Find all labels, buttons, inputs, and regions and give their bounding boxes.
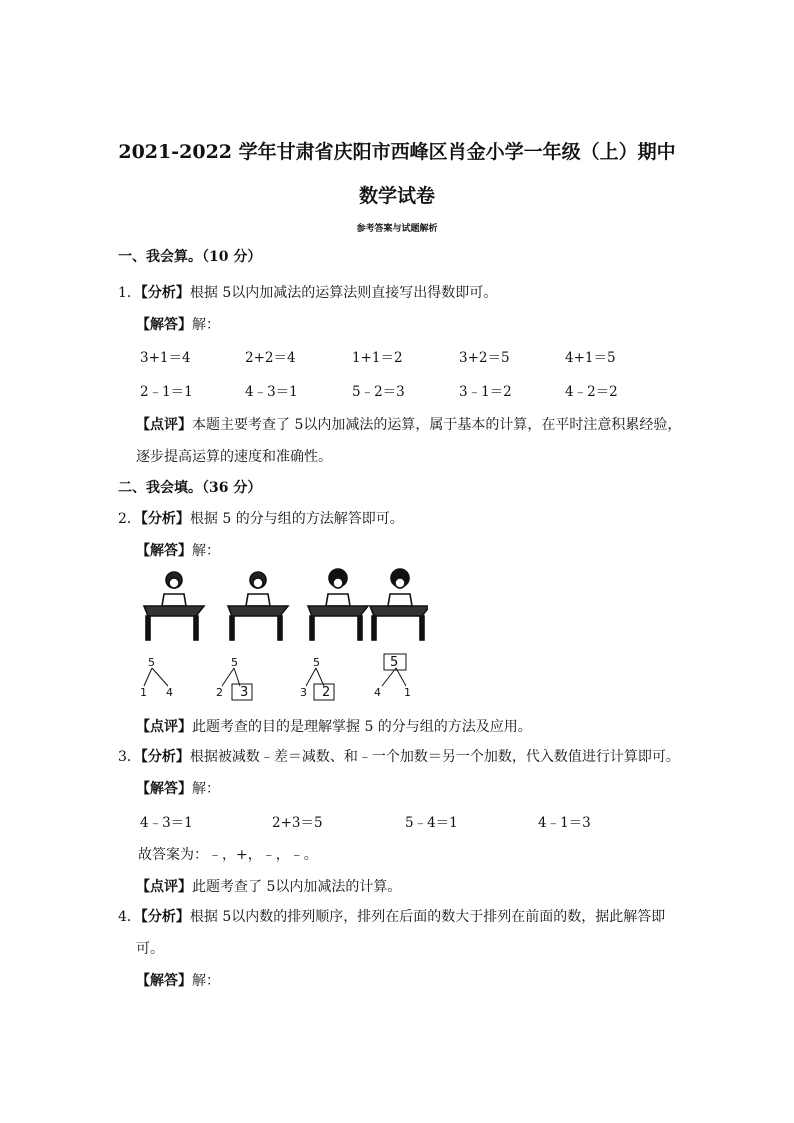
q1-eq-1-5: 4+1＝5 [565, 350, 616, 366]
q1-eq-1-2: 2+2＝4 [245, 350, 296, 366]
q1-comment-line2: 逐步提高运算的速度和准确性。 [136, 449, 332, 465]
q2-answer-text: 解： [192, 543, 220, 559]
q1-eq-1-1: 3+1＝4 [140, 350, 191, 366]
q4-analysis-tag: 【分析】 [140, 909, 190, 925]
tree3-left: 3 [300, 686, 307, 699]
q1-analysis [118, 282, 497, 302]
q2-comment-tag: 【点评】 [136, 719, 192, 735]
q2-comment [136, 716, 532, 736]
q3-answer [136, 778, 220, 798]
q1-eq-2-5: 4﹣2＝2 [565, 384, 618, 400]
q1-answer [136, 314, 220, 334]
q3-comment-text: 此题考查了 5以内加减法的计算。 [192, 879, 402, 895]
q1-analysis-text: 根据 5以内加减法的运算法则直接写出得数即可。 [189, 285, 498, 301]
q1-eq-2-1: 2﹣1＝1 [140, 384, 193, 400]
tree3-top: 5 [313, 656, 320, 669]
tree4-left: 4 [374, 686, 381, 699]
q2-answer-tag: 【解答】 [136, 543, 192, 559]
q4-answer [136, 970, 220, 990]
tree2-left: 2 [216, 686, 223, 699]
q1-number: 1． [118, 285, 141, 301]
q3-eq-1: 4﹣3＝1 [140, 815, 193, 831]
q1-comment-tag: 【点评】 [136, 417, 192, 433]
q4-answer-tag: 【解答】 [136, 973, 192, 989]
q1-eq-2-2: 4﹣3＝1 [245, 384, 298, 400]
section-heading-1: 一、我会算。（10 分） [118, 249, 262, 265]
q3-analysis-tag: 【分析】 [140, 749, 190, 765]
q1-eq-1-4: 3+2＝5 [459, 350, 510, 366]
q4-analysis-line1: 根据 5以内数的排列顺序，排列在后面的数大于排列在前面的数，据此解答即 [189, 909, 666, 925]
q1-eq-1-3: 1+1＝2 [352, 350, 403, 366]
q3-eq-3: 5﹣4＝1 [405, 815, 458, 831]
q3-answer-tag: 【解答】 [136, 781, 192, 797]
q3-eq-4: 4﹣1＝3 [538, 815, 591, 831]
q3-eq-2: 2+3＝5 [272, 815, 323, 831]
q3-analysis-text: 根据被减数﹣差＝减数、和﹣一个加数＝另一个加数，代入数值进行计算即可。 [189, 749, 680, 765]
q2-answer [136, 540, 220, 560]
page-title-line1: 2021-2022 学年甘肃省庆阳市西峰区肖金小学一年级（上）期中 [118, 141, 676, 163]
child-desk-1 [144, 572, 204, 640]
q2-number: 2． [118, 511, 141, 527]
tree2-top: 5 [231, 656, 238, 669]
tree2-right-boxed: 3 [240, 685, 249, 700]
q4-analysis-line2: 可。 [136, 941, 164, 957]
tree4-top-boxed: 5 [390, 655, 399, 670]
q2-analysis-tag: 【分析】 [140, 511, 190, 527]
q1-comment [136, 414, 681, 434]
children-at-desks-illustration [138, 566, 428, 646]
q1-comment-line1: 本题主要考查了 5以内加减法的运算，属于基本的计算，在平时注意积累经验， [192, 417, 682, 433]
q1-answer-text: 解： [192, 317, 220, 333]
q1-eq-2-4: 3﹣1＝2 [459, 384, 512, 400]
tree3-right-boxed: 2 [322, 685, 331, 700]
q3-comment [136, 876, 401, 896]
q2-analysis [118, 508, 404, 528]
q4-answer-text: 解： [192, 973, 220, 989]
q3-analysis [118, 746, 680, 766]
q2-comment-text: 此题考查的目的是理解掌握 5 的分与组的方法及应用。 [192, 719, 532, 735]
child-desk-2 [228, 572, 288, 640]
q3-comment-tag: 【点评】 [136, 879, 192, 895]
page-title-line2: 数学试卷 [358, 185, 435, 207]
q1-analysis-tag: 【分析】 [140, 285, 190, 301]
q4-number: 4． [118, 909, 141, 925]
q1-answer-tag: 【解答】 [136, 317, 192, 333]
section-heading-2: 二、我会填。（36 分） [118, 480, 262, 496]
page-subtitle: 参考答案与试题解析 [356, 224, 438, 234]
q3-number: 3． [118, 749, 141, 765]
q4-analysis [118, 906, 665, 926]
child-desk-3 [308, 569, 368, 640]
number-trees [136, 652, 426, 704]
child-desk-4 [370, 569, 428, 640]
q2-analysis-text: 根据 5 的分与组的方法解答即可。 [189, 511, 404, 527]
tree1-top: 5 [148, 656, 155, 669]
q3-conclusion: 故答案为：﹣，+，﹣，﹣。 [138, 847, 318, 863]
tree1-left: 1 [140, 686, 147, 699]
q3-answer-text: 解： [192, 781, 220, 797]
tree1-right: 4 [166, 686, 173, 699]
tree4-right: 1 [404, 686, 411, 699]
q1-eq-2-3: 5﹣2＝3 [352, 384, 405, 400]
